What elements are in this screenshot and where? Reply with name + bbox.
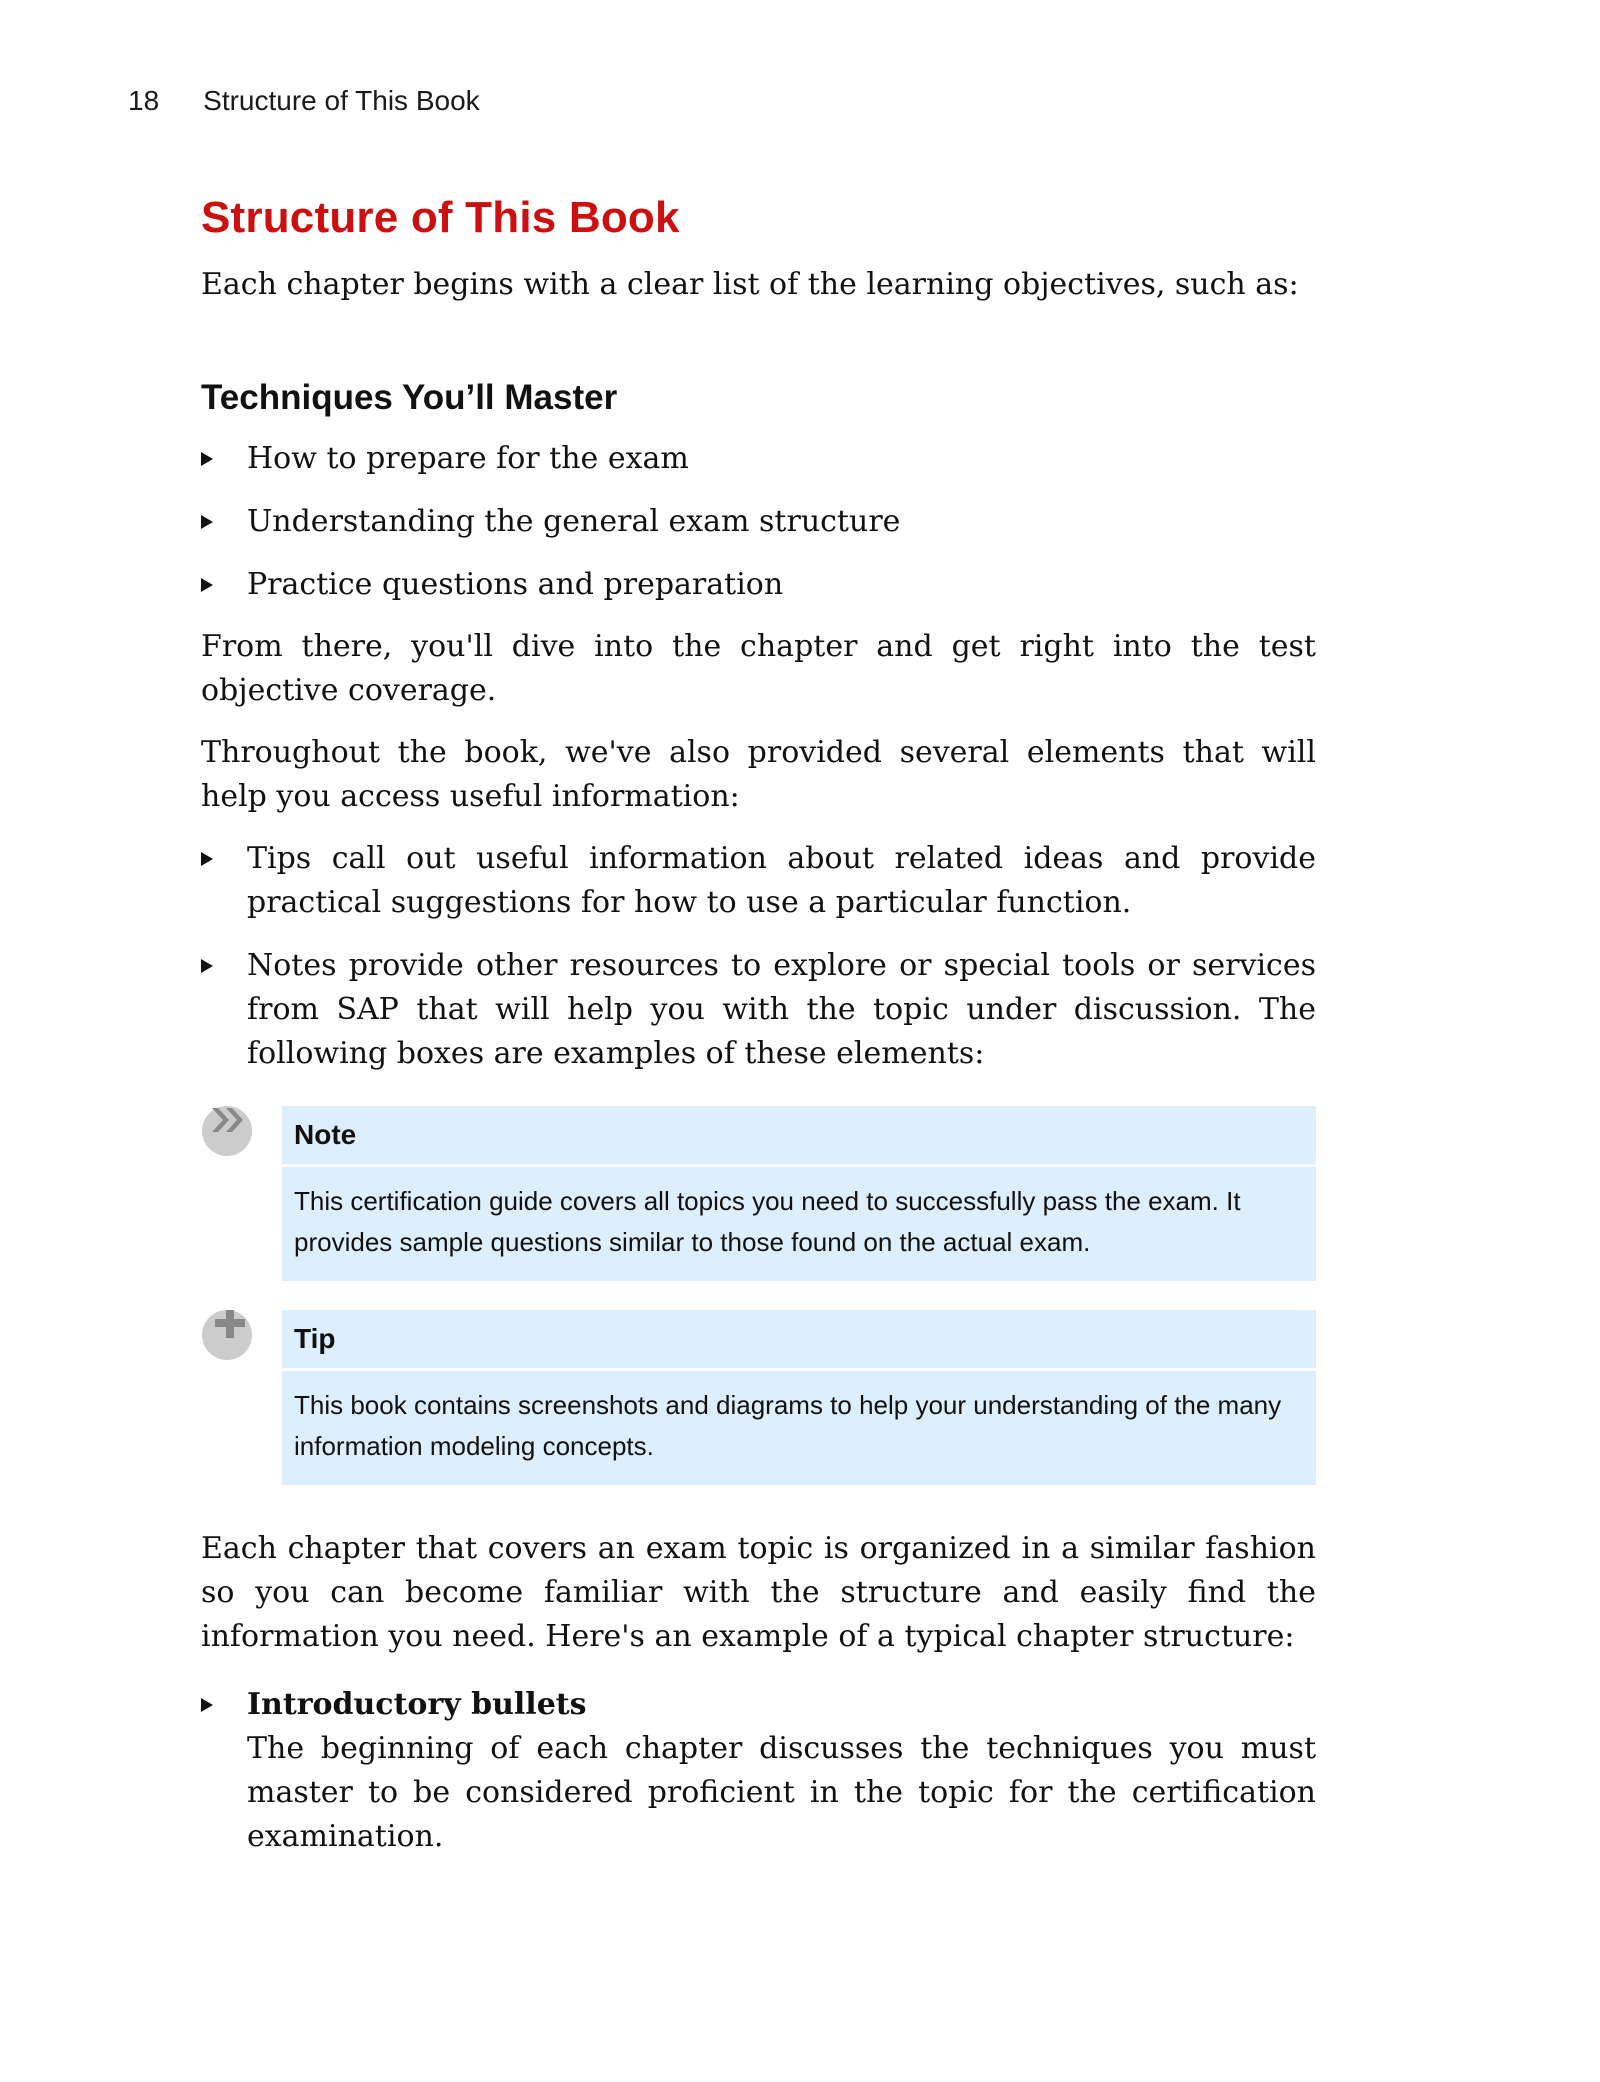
list-item-description: The beginning of each chapter discusses the techniques you must master to be considered proficient in the topic for the certification examination. [247,1730,1316,1854]
list-item [201,563,1316,607]
tip-body: This book contains screenshots and diagrams to help your understanding of the many information modeling concepts. [282,1371,1316,1485]
list-item-text: Understanding the general exam structure [247,503,901,539]
bullet-triangle-icon [201,515,213,529]
bullet-triangle-icon [201,852,213,866]
list-item-text: Practice questions and preparation [247,566,784,602]
intro-paragraph: Each chapter begins with a clear list of the learning objectives, such as: [201,266,1299,302]
list-item-text: Notes provide other resources to explore or special tools or services from SAP that will help you with the topic under discussion. The following boxes are examples of these elements: [247,947,1316,1071]
throughout-paragraph: Throughout the book, we've also provided several elements that will help you access useful information: [201,734,1316,814]
chapter-structure-list [201,1683,1316,1859]
tip-title: Tip [282,1310,1316,1368]
list-item [201,944,1316,1076]
chapter-structure-paragraph: Each chapter that covers an exam topic is organized in a similar fashion so you can become familiar with the structure and easily find the information you need. Here's an example of a typical chapter structure: [201,1530,1316,1654]
elements-list [201,837,1316,1076]
list-item-text: Tips call out useful information about related ideas and provide practical suggestions for how to use a particular function. [247,840,1316,920]
bullet-triangle-icon [201,452,213,466]
bullet-triangle-icon [201,578,213,592]
from-there-paragraph: From there, you'll dive into the chapter and get right into the test objective coverage. [201,628,1316,708]
running-head-title: Structure of This Book [203,85,480,116]
list-item [201,437,1316,481]
note-title: Note [282,1106,1316,1164]
double-chevron-icon [202,1106,252,1156]
list-item [201,1683,1316,1859]
plus-icon [202,1310,252,1360]
bullet-triangle-icon [201,959,213,973]
list-item-term: Introductory bullets [247,1686,587,1722]
tip-box [282,1310,1316,1485]
list-item [201,500,1316,544]
note-body: This certification guide covers all topics you need to successfully pass the exam. It provides sample questions similar to those found on the actual exam. [282,1167,1316,1281]
techniques-heading: Techniques You’ll Master [201,377,618,417]
page-number: 18 [128,85,160,116]
list-item [201,837,1316,925]
page-content [201,192,1316,1878]
list-item-text: How to prepare for the exam [247,440,689,476]
section-title: Structure of This Book [201,193,680,242]
note-box [282,1106,1316,1281]
bullet-triangle-icon [201,1698,213,1712]
techniques-list [201,437,1316,607]
running-head [128,84,480,118]
